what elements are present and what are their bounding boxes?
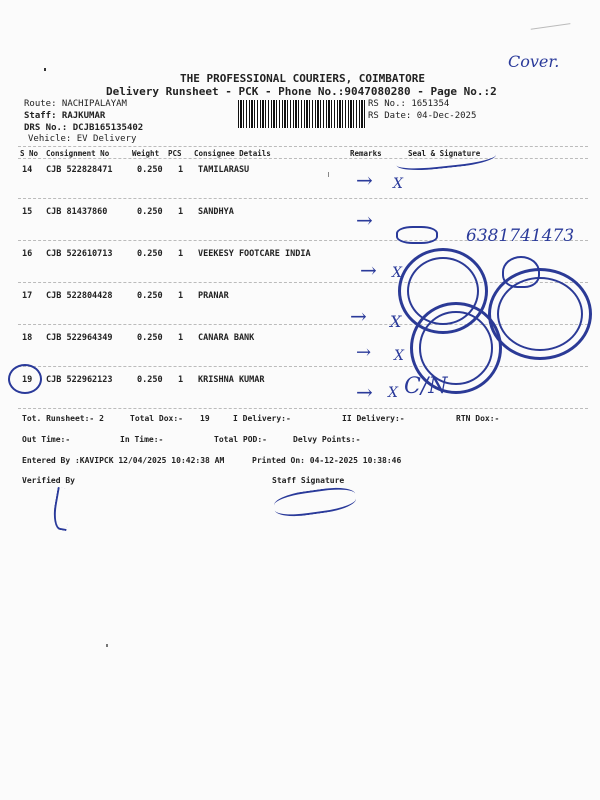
speck	[328, 172, 329, 177]
row-pcs: 1	[178, 333, 184, 343]
signature-scribble	[395, 143, 497, 173]
x-mark: X	[393, 176, 403, 192]
header-bottom-line	[18, 158, 588, 159]
col-seal-signature: Seal & Signature	[408, 149, 481, 158]
row-consignment: CJB 522804428	[46, 291, 113, 301]
row-weight: 0.250	[137, 375, 163, 385]
row-consignee: VEEKESY FOOTCARE INDIA	[198, 249, 311, 259]
row-sno: 19	[22, 375, 33, 385]
row-sno: 16	[22, 249, 33, 259]
staff-signature	[273, 484, 358, 519]
cin-note: C/N	[404, 374, 448, 399]
arrow-mark: →	[356, 342, 372, 363]
row-consignment: CJB 522828471	[46, 165, 113, 175]
rs-date: RS Date: 04-Dec-2025	[368, 111, 477, 121]
x-mark: X	[392, 265, 402, 281]
i-delivery: I Delivery:-	[233, 414, 291, 423]
row-pcs: 1	[178, 165, 184, 175]
row-sno: 15	[22, 207, 33, 217]
vehicle: Vehicle: EV Delivery	[28, 134, 137, 144]
header-top-line	[18, 146, 588, 147]
staff-signature-label: Staff Signature	[272, 476, 345, 485]
bank-stamp	[410, 302, 502, 394]
col-consignee: Consignee Details	[194, 149, 271, 158]
row-pcs: 1	[178, 207, 184, 217]
heart-scribble	[502, 256, 540, 288]
arrow-mark: →	[356, 208, 373, 232]
tot-runsheet: Tot. Runsheet:- 2	[22, 414, 104, 423]
arrow-mark: →	[356, 380, 373, 404]
row-weight: 0.250	[137, 165, 163, 175]
arrow-mark: →	[360, 258, 377, 282]
in-time: In Time:-	[120, 435, 164, 444]
entered-by: Entered By :KAVIPCK 12/04/2025 10:42:38 AM	[22, 456, 225, 465]
row-weight: 0.250	[137, 249, 163, 259]
row-separator	[18, 198, 588, 199]
rs-number: RS No.: 1651354	[368, 99, 450, 109]
row-consignment: CJB 81437860	[46, 207, 108, 217]
col-sno: S No	[20, 149, 39, 158]
route: Route: NACHIPALAYAM	[24, 99, 127, 109]
signature-scribble	[396, 226, 438, 244]
drs-number: DRS No.: DCJB165135402	[24, 123, 144, 133]
table-bottom-line	[18, 408, 588, 409]
verified-signature	[50, 487, 73, 531]
x-mark: X	[388, 385, 398, 401]
row-separator	[18, 366, 588, 367]
row-weight: 0.250	[137, 333, 163, 343]
row-consignment: CJB 522964349	[46, 333, 113, 343]
handwritten-note: Cover.	[508, 52, 560, 71]
x-mark: X	[390, 312, 402, 331]
phone-note: 6381741473	[466, 226, 575, 246]
col-consignment: Consignment No	[46, 149, 110, 158]
staff: Staff: RAJKUMAR	[24, 111, 106, 121]
row-pcs: 1	[178, 249, 184, 259]
speck	[106, 644, 108, 647]
row-consignee: KRISHNA KUMAR	[198, 375, 265, 385]
arrow-mark: →	[350, 304, 367, 328]
row-consignee: CANARA BANK	[198, 333, 255, 343]
total-dox: Total Dox:-	[130, 414, 183, 423]
row-sno: 18	[22, 333, 33, 343]
printed-on: Printed On: 04-12-2025 10:38:46	[252, 456, 402, 465]
row-consignment: CJB 522962123	[46, 375, 113, 385]
row-sno: 17	[22, 291, 33, 301]
col-remarks: Remarks	[350, 149, 382, 158]
row-consignee: TAMILARASU	[198, 165, 250, 175]
x-mark: X	[394, 348, 404, 364]
arrow-mark: →	[356, 168, 373, 192]
company-title: THE PROFESSIONAL COURIERS, COIMBATORE	[180, 72, 426, 85]
scribble-mark	[530, 15, 571, 29]
row-pcs: 1	[178, 291, 184, 301]
circle-mark	[8, 364, 42, 394]
row-sno: 14	[22, 165, 33, 175]
row-weight: 0.250	[137, 291, 163, 301]
col-pcs: PCS	[168, 149, 182, 158]
total-dox-value: 19	[200, 414, 210, 423]
row-consignment: CJB 522610713	[46, 249, 113, 259]
col-weight: Weight	[132, 149, 160, 158]
row-consignee: PRANAR	[198, 291, 229, 301]
row-consignee: SANDHYA	[198, 207, 234, 217]
rtn-dox: RTN Dox:-	[456, 414, 500, 423]
row-pcs: 1	[178, 375, 184, 385]
verified-by-label: Verified By	[22, 476, 75, 485]
ii-delivery: II Delivery:-	[342, 414, 405, 423]
barcode	[238, 100, 366, 128]
speck	[44, 68, 46, 71]
row-weight: 0.250	[137, 207, 163, 217]
total-pod: Total POD:-	[214, 435, 267, 444]
delvy-points: Delvy Points:-	[293, 435, 361, 444]
out-time: Out Time:-	[22, 435, 71, 444]
runsheet-subtitle: Delivery Runsheet - PCK - Phone No.:9047080280 - Page No.:2	[106, 85, 497, 98]
